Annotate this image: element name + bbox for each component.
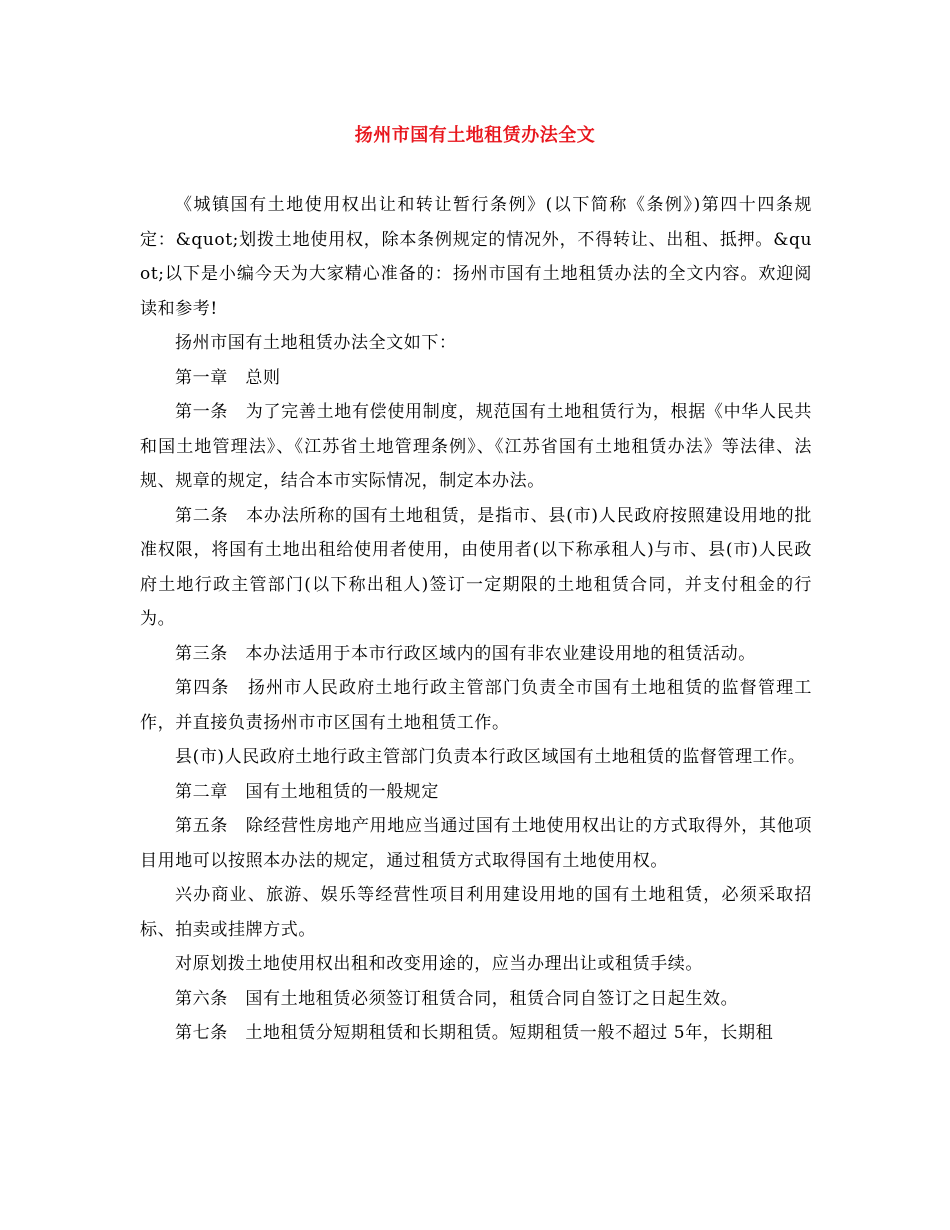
paragraph-lead: 扬州市国有土地租赁办法全文如下： xyxy=(175,333,457,353)
paragraph-intro: 《城镇国有土地使用权出让和转让暂行条例》(以下简称《条例》)第四十四条规定：&quot;划拨土地使用权，除本条例规定的情况外，不得转让、出租、抵押。&quot;以下是小编今天为大家精心准备的：扬州市国有土地租赁办法的全文内容。欢迎阅读和参考! xyxy=(140,195,812,319)
article-4: 第四条 扬州市人民政府土地行政主管部门负责全市国有土地租赁的监督管理工作，并直接负责扬州市市区国有土地租赁工作。 xyxy=(140,678,812,733)
article-5: 第五条 除经营性房地产用地应当通过国有土地使用权出让的方式取得外，其他项目用地可以按照本办法的规定，通过租赁方式取得国有土地使用权。 xyxy=(140,816,812,871)
chapter-heading-1: 第一章 总则 xyxy=(175,367,281,388)
article-5-clause-3: 对原划拨土地使用权出租和改变用途的，应当办理出让或租赁手续。 xyxy=(175,954,703,974)
article-4-clause-2: 县(市)人民政府土地行政主管部门负责本行政区域国有土地租赁的监督管理工作。 xyxy=(175,747,806,767)
article-6: 第六条 国有土地租赁必须签订租赁合同，租赁合同自签订之日起生效。 xyxy=(175,988,739,1009)
document-body xyxy=(140,188,812,1051)
article-1: 第一条 为了完善土地有偿使用制度，规范国有土地租赁行为，根据《中华人民共和国土地管理法》、《江苏省土地管理条例》、《江苏省国有土地租赁办法》等法律、法规、规章的规定，结合本市实际情况，制定本办法。 xyxy=(140,402,812,491)
article-5-clause-2: 兴办商业、旅游、娱乐等经营性项目利用建设用地的国有土地租赁，必须采取招标、拍卖或挂牌方式。 xyxy=(140,885,812,940)
article-3: 第三条 本办法适用于本市行政区域内的国有非农业建设用地的租赁活动。 xyxy=(175,643,756,664)
document-title: 扬州市国有土地租赁办法全文 xyxy=(354,125,596,146)
article-2: 第二条 本办法所称的国有土地租赁，是指市、县(市)人民政府按照建设用地的批准权限，将国有土地出租给使用者使用，由使用者(以下称承租人)与市、县(市)人民政府土地行政主管部门(以下称出租人)签订一定期限的土地租赁合同，并支付租金的行为。 xyxy=(140,505,812,629)
chapter-heading-2: 第二章 国有土地租赁的一般规定 xyxy=(175,781,439,802)
article-7: 第七条 土地租赁分短期租赁和长期租赁。短期租赁一般不超过 5年，长期租 xyxy=(175,1023,774,1043)
